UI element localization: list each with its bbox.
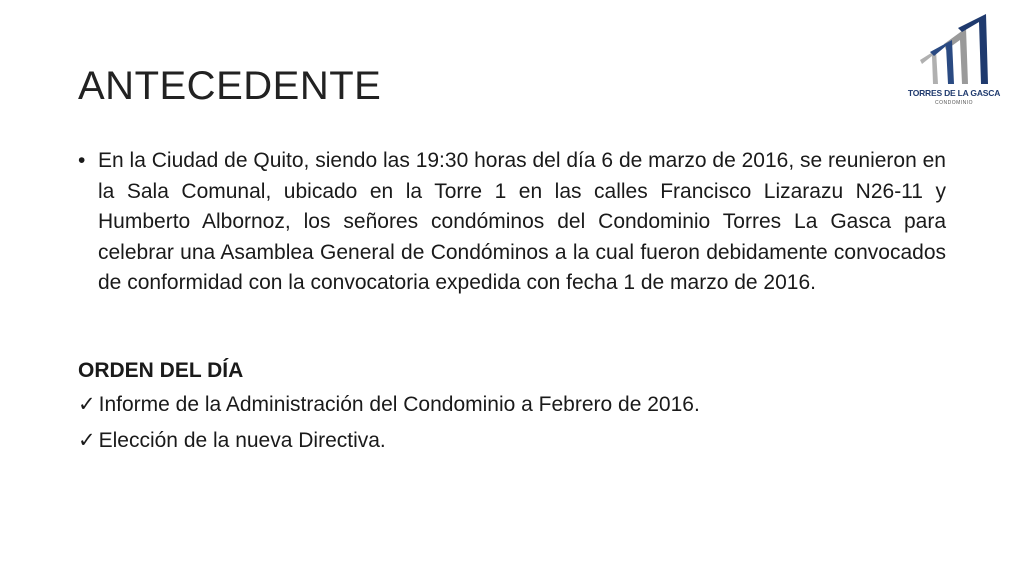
slide-body bbox=[78, 146, 946, 459]
bullet-paragraph bbox=[78, 146, 946, 299]
agenda-item bbox=[78, 387, 946, 423]
towers-logo-icon bbox=[906, 14, 1002, 90]
checkmark-icon: ✓ bbox=[78, 392, 96, 416]
slide-title: ANTECEDENTE bbox=[78, 64, 382, 108]
logo-name: TORRES DE LA GASCA bbox=[907, 88, 1001, 98]
agenda-item-text: Elección de la nueva Directiva. bbox=[98, 428, 386, 452]
agenda-item-text: Informe de la Administración del Condominio a Febrero de 2016. bbox=[98, 392, 700, 416]
agenda-item bbox=[78, 423, 946, 459]
agenda-heading: ORDEN DEL DÍA bbox=[78, 358, 244, 382]
bullet-text: En la Ciudad de Quito, siendo las 19:30 horas del día 6 de marzo de 2016, se reunieron en la Sala Comunal, ubicado en la Torre 1 en las calles Francisco Lizarazu N26-11 y Humberto Albornoz, los señores condóminos del Condominio Torres La Gasca para celebrar una Asamblea General de Condóminos a la cual fueron debidamente convocados de conformidad con la convocatoria expedida con fecha 1 de marzo de 2016. bbox=[98, 149, 946, 294]
logo-subtitle: CONDOMINIO bbox=[934, 100, 974, 106]
checkmark-icon: ✓ bbox=[78, 428, 96, 452]
logo bbox=[906, 14, 1002, 114]
bullet-dot-icon: • bbox=[78, 149, 86, 172]
